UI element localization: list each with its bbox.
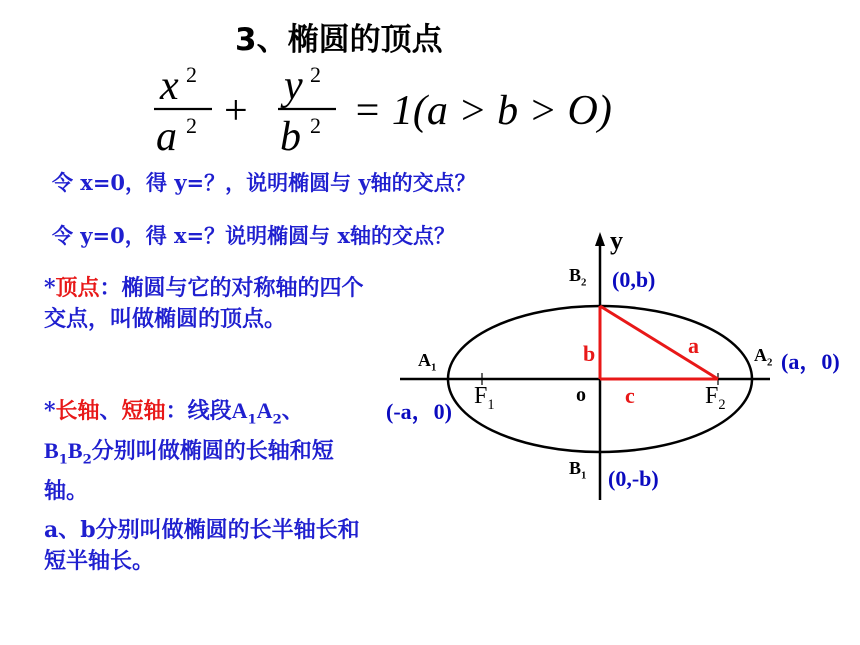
def-axes-B-2: B	[67, 438, 83, 464]
def-vertex-prefix: *	[44, 275, 56, 301]
a1-sub: 1	[431, 361, 437, 374]
f1-sub: 1	[487, 396, 495, 413]
segment-a	[600, 306, 718, 379]
def-axes-prefix: *	[44, 398, 56, 424]
def-axes-A-2: A	[256, 398, 273, 423]
eq-plus: +	[224, 88, 248, 134]
f2-letter: F	[705, 383, 719, 409]
a2-label	[754, 345, 772, 369]
def-axes-term2: 短轴	[121, 398, 166, 424]
def-vertex-term: 顶点	[55, 275, 100, 301]
a2-sub: 2	[767, 356, 773, 369]
eq-b: b	[280, 114, 301, 160]
b2-coord: (0,b)	[612, 267, 656, 292]
a2-letter: A	[754, 345, 767, 365]
y-axis-label: y	[610, 226, 623, 255]
a2-coord: (a，0)	[781, 349, 840, 374]
b2-letter: B	[569, 265, 582, 285]
b2-label	[569, 265, 586, 289]
def-vertex-body: 椭圆与它的对称轴的四个交点，叫做椭圆的顶点。	[44, 275, 364, 332]
a1-label	[418, 350, 436, 374]
def-vertex-sep: ：	[99, 275, 122, 301]
origin-label: o	[576, 384, 586, 406]
question-y0: 令 y=0，得 x=？说明椭圆与 x轴的交点？	[52, 223, 455, 248]
f1-label	[474, 383, 495, 414]
b1-sub: 1	[581, 469, 587, 482]
a1-coord: (-a，0)	[386, 399, 452, 424]
segment-a-label: a	[688, 333, 699, 358]
def-axes-B2: 2	[82, 452, 92, 468]
def-axes-A2: 2	[272, 412, 282, 428]
page-title: 3、椭圆的顶点	[235, 22, 443, 58]
b2-sub: 2	[581, 276, 587, 289]
eq-a: a	[156, 114, 177, 160]
b1-coord: (0,-b)	[608, 466, 659, 491]
f2-label	[705, 383, 726, 414]
def-axes-term1: 长轴	[55, 398, 100, 424]
eq-b-exp: 2	[310, 113, 321, 138]
def-axes-sep: ：	[165, 398, 188, 424]
definition-semi-axes: a、b分别叫做椭圆的长半轴长和短半轴长。	[44, 517, 360, 574]
eq-x: x	[160, 63, 179, 109]
y-axis-arrow	[595, 232, 605, 246]
b1-label	[569, 458, 586, 482]
eq-y: y	[284, 63, 303, 109]
question-x0: 令 x=0，得 y=？，说明椭圆与 y轴的交点？	[52, 170, 476, 195]
eq-x-exp: 2	[186, 62, 197, 87]
segment-b-label: b	[583, 341, 596, 366]
def-axes-comma: 、	[281, 398, 304, 424]
def-axes-B1: 1	[58, 452, 68, 468]
eq-a-exp: 2	[186, 113, 197, 138]
segment-c-label: c	[625, 383, 635, 408]
a1-letter: A	[418, 350, 431, 370]
eq-rhs: = 1(a > b > O)	[353, 88, 612, 134]
f2-sub: 2	[718, 396, 726, 413]
def-axes-A: A	[231, 398, 248, 423]
def-axes-B: B	[44, 438, 59, 464]
f1-letter: F	[474, 383, 488, 409]
b1-letter: B	[569, 458, 582, 478]
def-axes-intro: 线段	[187, 398, 232, 424]
def-axes-rest: 分别叫做椭圆的长轴和短轴。	[44, 438, 334, 504]
def-axes-A1: 1	[247, 412, 257, 428]
def-axes-between: 、	[99, 398, 122, 424]
eq-y-exp: 2	[310, 62, 321, 87]
